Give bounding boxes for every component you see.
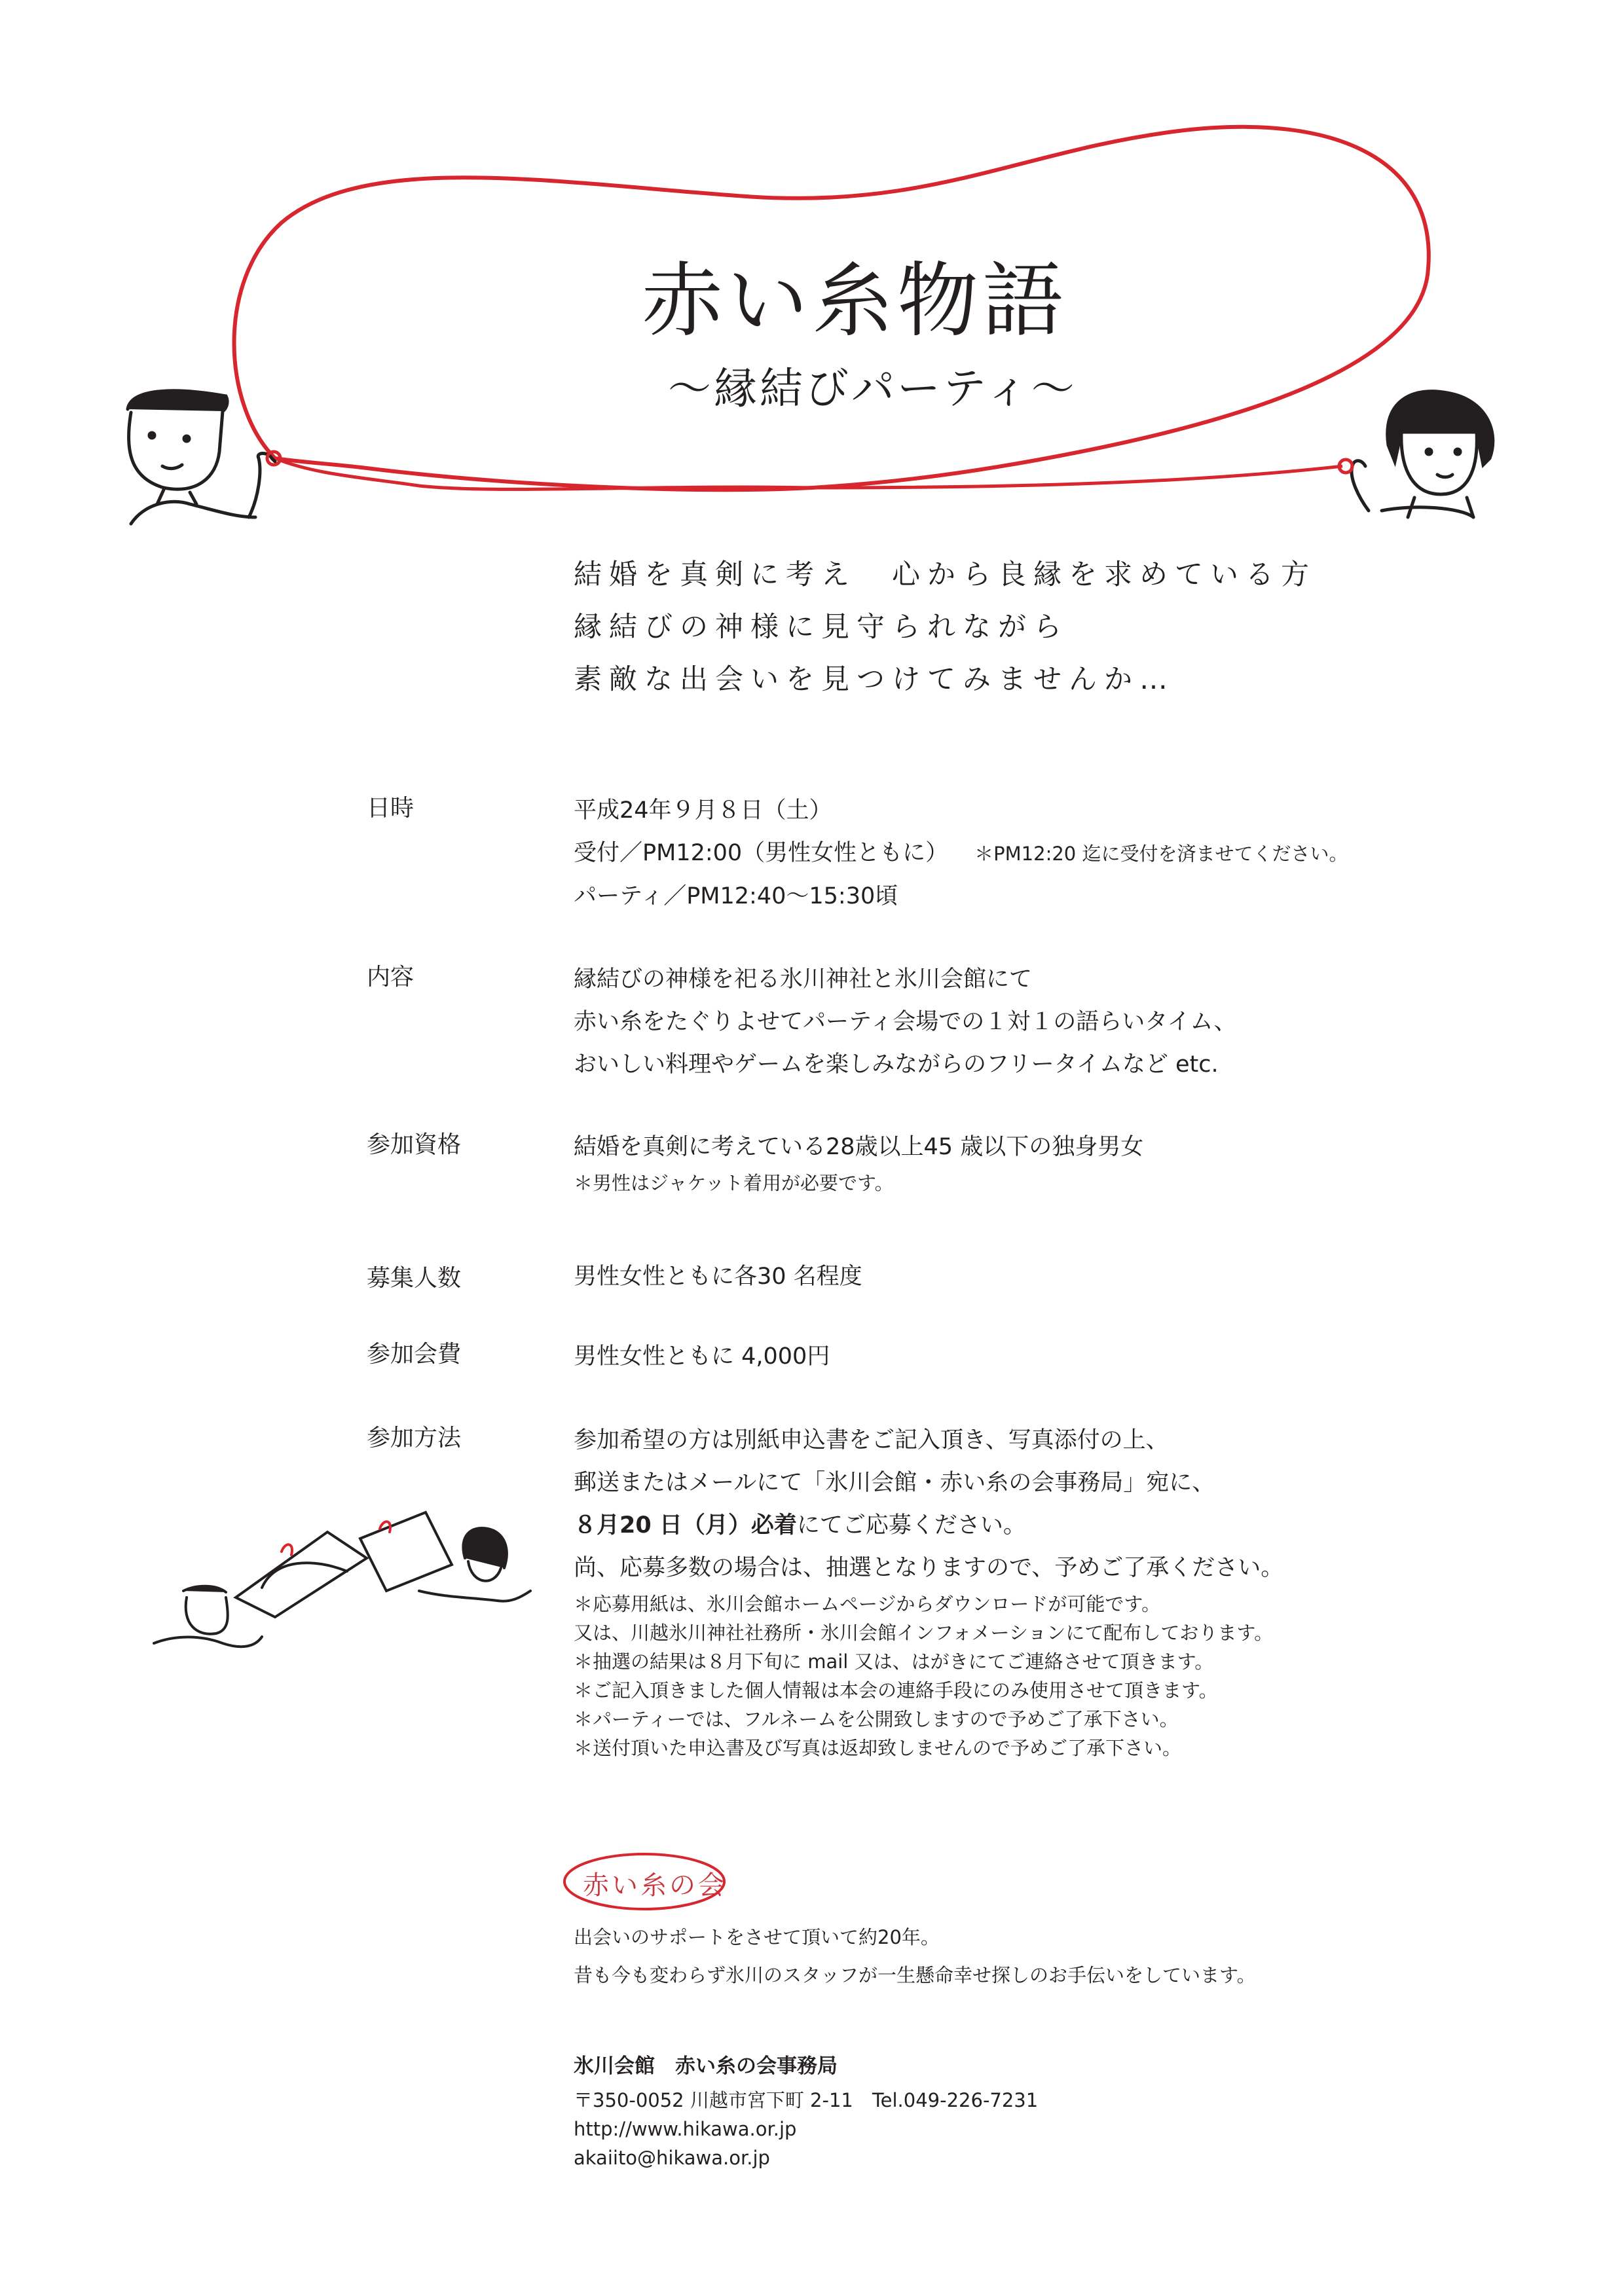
man-character-icon: [128, 391, 280, 524]
deadline-rest: にてご応募ください。: [796, 1512, 1026, 1539]
contact-info: [574, 2086, 1038, 2172]
method-note: ＊パーティーでは、フルネームを公開致しますので予めご了承下さい。: [574, 1708, 1179, 1730]
content-label: 内容: [367, 964, 415, 991]
logo: 赤い糸の会: [583, 1870, 727, 1901]
method-line: 尚、応募多数の場合は、抽選となりますので、予めご了承ください。: [574, 1555, 1284, 1581]
deadline-date: ８月20 日（月）必着: [574, 1512, 797, 1539]
method-note: ＊応募用紙は、氷川会館ホームページからダウンロードが可能です。: [574, 1593, 1161, 1615]
method-note: ＊抽選の結果は８月下旬に mail 又は、はがきにてご連絡させて頂きます。: [574, 1650, 1214, 1673]
eligibility-note: ＊男性はジャケット着用が必要です。: [574, 1172, 894, 1194]
intro-line: 結婚を真剣に考え 心から良縁を求めている方: [574, 558, 1316, 591]
eligibility-label: 参加資格: [367, 1131, 462, 1158]
method-deadline: [574, 1504, 1283, 1547]
contact-email[interactable]: akaiito@hikawa.or.jp: [574, 2147, 770, 2169]
thread-to-right-icon: [812, 466, 1342, 488]
capacity-line: 男性女性ともに各30 名程度: [574, 1264, 862, 1290]
method-note: ＊ご記入頂きました個人情報は本会の連絡手段にのみ使用させて頂きます。: [574, 1679, 1218, 1702]
datetime-party: パーティ／PM12:40～15:30頃: [574, 883, 898, 909]
about-text: [574, 1918, 1256, 1994]
intro-line: 素敵な出会いを見つけてみませんか…: [574, 663, 1175, 696]
about-line: 出会いのサポートをさせて頂いて約20年。: [574, 1926, 940, 1948]
reception-note: ＊PM12:20 迄に受付を済ませてください。: [974, 843, 1348, 865]
datetime-reception: [574, 832, 1348, 875]
organization-name: 氷川会館 赤い糸の会事務局: [574, 2054, 838, 2078]
page-subtitle: ～縁結びパーティ～: [668, 363, 1077, 414]
fee-label: 参加会費: [367, 1341, 462, 1368]
method-line: 郵送またはメールにて「氷川会館・赤い糸の会事務局」宛に、: [574, 1470, 1215, 1496]
about-line: 昔も今も変わらず氷川のスタッフが一生懸命幸せ探しのお手伝いをしています。: [574, 1964, 1256, 1986]
method-line: 参加希望の方は別紙申込書をご記入頂き、写真添付の上、: [574, 1427, 1169, 1453]
method-note: 又は、川越氷川神社社務所・氷川会館インフォメーションにて配布しております。: [574, 1622, 1274, 1644]
capacity-label: 募集人数: [367, 1265, 462, 1292]
contact-website[interactable]: http://www.hikawa.or.jp: [574, 2118, 797, 2140]
method-label: 参加方法: [367, 1425, 462, 1451]
intro-text: [574, 549, 1316, 706]
reception-time: 受付／PM12:00（男性女性ともに）: [574, 840, 949, 866]
woman-character-icon: [1339, 392, 1493, 517]
method-note: ＊送付頂いた申込書及び写真は返却致しませんので予めご了承下さい。: [574, 1737, 1182, 1759]
small-characters-icon: [154, 1512, 530, 1647]
content-line: 赤い糸をたぐりよせてパーティ会場での１対１の語らいタイム、: [574, 1009, 1237, 1035]
content-line: おいしい料理やゲームを楽しみながらのフリータイムなど etc.: [574, 1051, 1219, 1078]
intro-line: 縁結びの神様に見守られながら: [574, 611, 1069, 644]
datetime-label: 日時: [367, 795, 415, 822]
fee-line: 男性女性ともに 4,000円: [574, 1343, 830, 1370]
eligibility-line: 結婚を真剣に考えている28歳以上45 歳以下の独身男女: [574, 1134, 1144, 1160]
content-line: 縁結びの神様を祀る氷川神社と氷川会館にて: [574, 966, 1033, 993]
page-title: 赤い糸物語: [642, 254, 1068, 348]
contact-address: 〒350-0052 川越市宮下町 2-11 Tel.049-226-7231: [574, 2089, 1039, 2111]
datetime-date: 平成24年９月８日（土）: [574, 797, 832, 824]
